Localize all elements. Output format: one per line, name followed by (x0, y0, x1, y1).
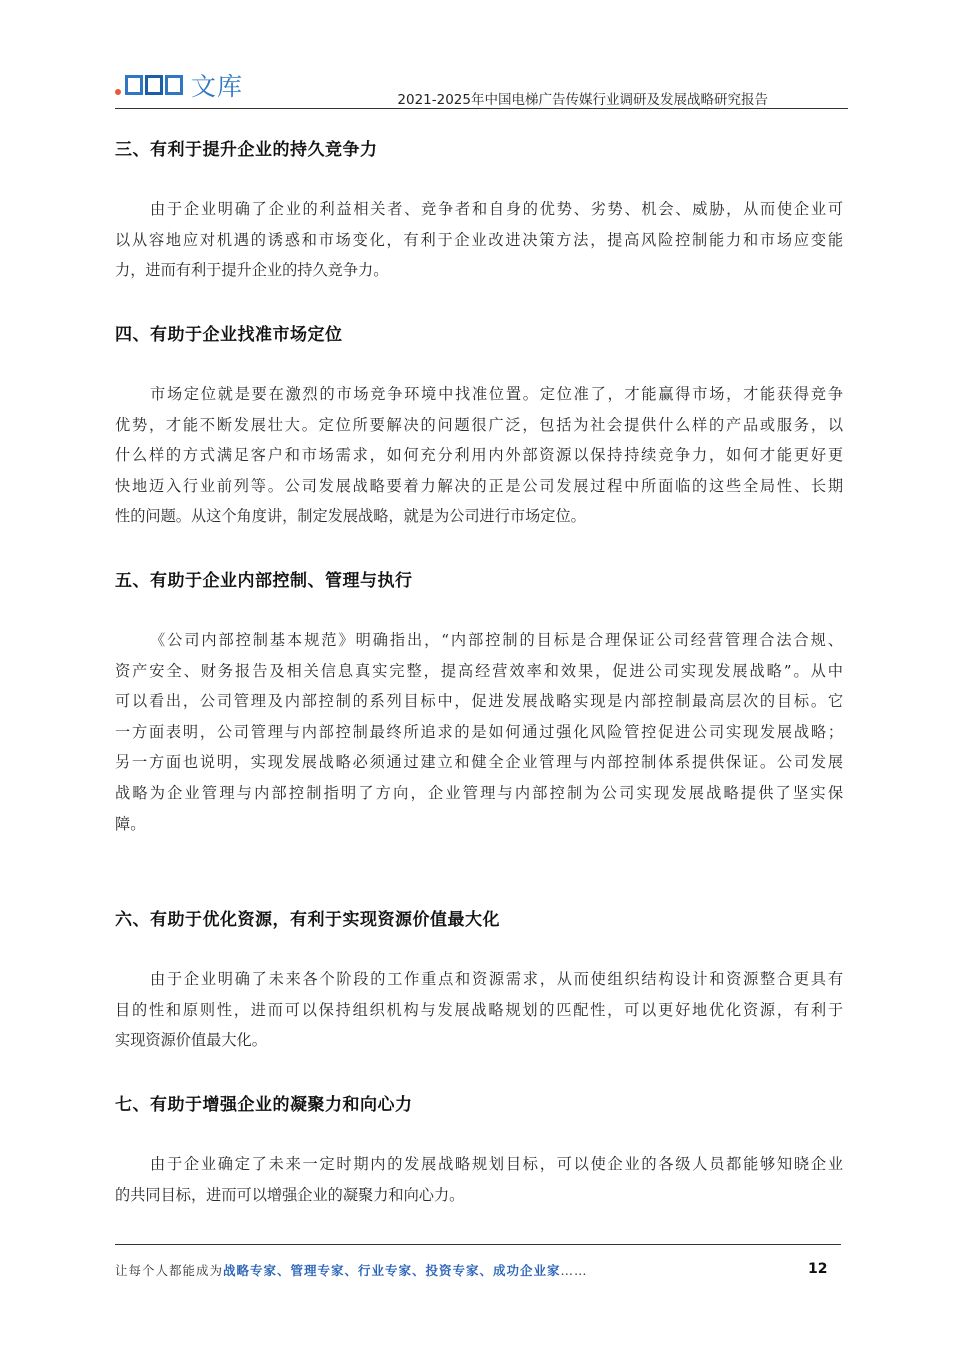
text-line: 由于企业明确了企业的利益相关者、竞争者和自身的优势、劣势、机会、威胁，从而使企业可 (150, 200, 843, 218)
section-heading-5: 五、有助于企业内部控制、管理与执行 (115, 571, 413, 591)
slogan-highlight: 战略专家、管理专家、行业专家、投资专家、成功企业家 (223, 1263, 561, 1278)
section-body-4 (115, 379, 843, 532)
text-line: 性的问题。从这个角度讲，制定发展战略，就是为公司进行市场定位。 (115, 507, 586, 526)
page-header (115, 62, 848, 110)
text-line: 目的性和原则性，进而可以保持组织机构与发展战略规划的匹配性，可以更好地优化资源，有利于 (115, 1000, 843, 1019)
logo (115, 68, 243, 102)
section-heading-3: 三、有利于提升企业的持久竞争力 (115, 140, 378, 160)
text-line: 可以看出，公司管理及内部控制的系列目标中，促进发展战略实现是内部控制最高层次的目标。它 (115, 692, 843, 711)
section-heading-6: 六、有助于优化资源，有利于实现资源价值最大化 (115, 910, 500, 930)
section-heading-7: 七、有助于增强企业的凝聚力和向心力 (115, 1095, 413, 1115)
section-body-7 (115, 1149, 843, 1210)
text-line: 什么样的方式满足客户和市场需求，如何充分利用内外部资源以保持持续竞争力，如何才能更好更 (115, 446, 843, 465)
section-body-3 (115, 194, 843, 286)
page-number: 12 (808, 1261, 828, 1277)
section-body-6 (115, 964, 843, 1056)
text-line: 障。 (115, 814, 146, 833)
logo-dot-icon (115, 89, 121, 95)
footer-slogan (115, 1261, 588, 1279)
text-line: 市场定位就是要在激烈的市场竞争环境中找准位置。定位准了，才能赢得市场，才能获得竞争 (150, 385, 843, 403)
text-line: 快地迈入行业前列等。公司发展战略要着力解决的正是公司发展过程中所面临的这些全局性、长期 (115, 476, 843, 495)
section-body-5 (115, 625, 843, 839)
text-line: 由于企业确定了未来一定时期内的发展战略规划目标，可以使企业的各级人员都能够知晓企业 (150, 1155, 843, 1173)
text-line: 优势，才能不断发展壮大。定位所要解决的问题很广泛，包括为社会提供什么样的产品或服务，以 (115, 415, 843, 434)
text-line: 《公司内部控制基本规范》明确指出，“内部控制的目标是合理保证公司经营管理合法合规、 (150, 631, 843, 649)
logo-mark-icon (125, 75, 183, 95)
report-title: 2021-2025年中国电梯广告传媒行业调研及发展战略研究报告 (397, 92, 768, 108)
text-line: 资产安全、财务报告及相关信息真实完整，提高经营效率和效果，促进公司实现发展战略”。从中 (115, 661, 843, 680)
footer-divider (115, 1244, 841, 1245)
text-line: 另一方面也说明，实现发展战略必须通过建立和健全企业管理与内部控制体系提供保证。公司发展 (115, 753, 843, 772)
text-line: 实现资源价值最大化。 (115, 1031, 267, 1050)
text-line: 战略为企业管理与内部控制指明了方向，企业管理与内部控制为公司实现发展战略提供了坚实保 (115, 783, 843, 802)
header-divider (115, 108, 848, 109)
slogan-prefix: 让每个人都能成为 (115, 1263, 224, 1278)
slogan-suffix: …… (560, 1263, 588, 1278)
logo-text: 文库 (191, 72, 244, 101)
text-line: 力，进而有利于提升企业的持久竞争力。 (115, 261, 389, 280)
text-line: 由于企业明确了未来各个阶段的工作重点和资源需求，从而使组织结构设计和资源整合更具有 (150, 970, 843, 988)
text-line: 以从容地应对机遇的诱惑和市场变化，有利于企业改进决策方法，提高风险控制能力和市场应变能 (115, 230, 843, 249)
text-line: 一方面表明，公司管理与内部控制最终所追求的是如何通过强化风险管控促进公司实现发展战略； (115, 722, 843, 741)
section-heading-4: 四、有助于企业找准市场定位 (115, 325, 343, 345)
text-line: 的共同目标，进而可以增强企业的凝聚力和向心力。 (115, 1185, 465, 1204)
